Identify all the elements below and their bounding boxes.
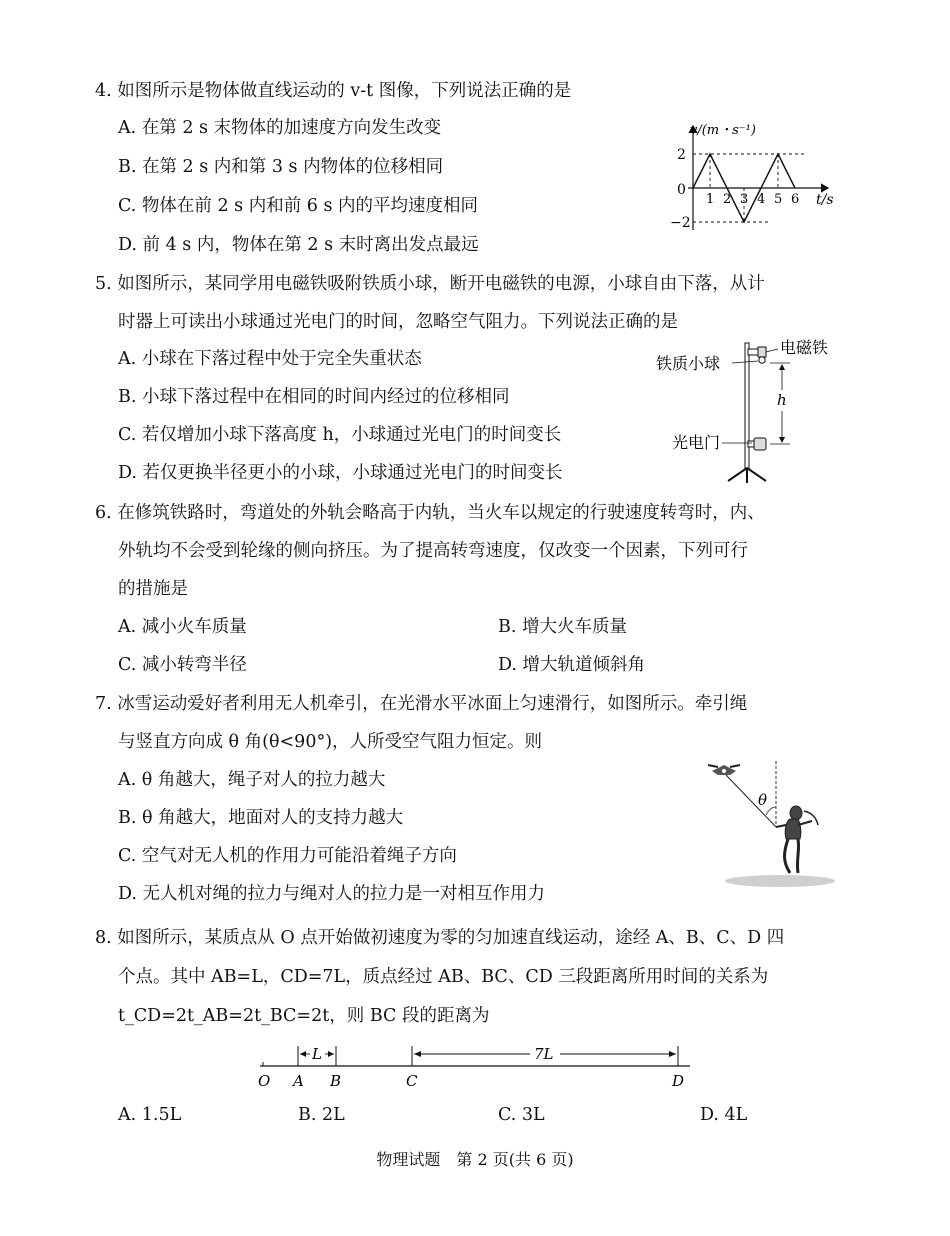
- cd-label: 7L: [534, 1045, 554, 1063]
- x-tick-6: 6: [791, 192, 800, 207]
- ice-surface: [725, 875, 835, 887]
- q5-option-a[interactable]: A. 小球在下落过程中处于完全失重状态: [118, 349, 422, 369]
- q6-option-b[interactable]: B. 增大火车质量: [498, 617, 627, 637]
- y-axis-label: v/(m・s⁻¹): [690, 123, 756, 138]
- ball-label: 铁质小球: [656, 354, 721, 373]
- x-axis-label: t/s: [816, 192, 834, 208]
- q6-option-d[interactable]: D. 增大轨道倾斜角: [498, 655, 646, 675]
- iron-ball: [759, 357, 765, 363]
- cd-arrowhead-left: [414, 1051, 421, 1057]
- q4-option-d[interactable]: D. 前 4 s 内，物体在第 2 s 末时离出发点最远: [118, 235, 479, 255]
- x-tick-1: 1: [706, 192, 715, 207]
- photogate: [754, 438, 766, 450]
- q7-option-c[interactable]: C. 空气对无人机的作用力可能沿着绳子方向: [118, 846, 457, 866]
- h-arrowhead-up: [779, 364, 785, 370]
- theta-label: θ: [758, 791, 768, 809]
- q4-stem: 4. 如图所示是物体做直线运动的 v-t 图像，下列说法正确的是: [95, 81, 572, 101]
- q8-option-b[interactable]: B. 2L: [298, 1105, 345, 1125]
- q7-stem-line-2: 与竖直方向成 θ 角(θ<90°)，人所受空气阻力恒定。则: [118, 732, 543, 752]
- q7-option-b[interactable]: B. θ 角越大，地面对人的支持力越大: [118, 808, 404, 828]
- q4-vt-graph: [660, 112, 840, 242]
- q6-option-c[interactable]: C. 减小转弯半径: [118, 655, 247, 675]
- q5-stem-line-1: 5. 如图所示，某同学用电磁铁吸附铁质小球，断开电磁铁的电源，小球自由下落，从计: [95, 274, 765, 294]
- q6-stem-line-3: 的措施是: [118, 579, 188, 599]
- tow-rope: [726, 775, 776, 827]
- q5-photogate-apparatus: [650, 335, 865, 485]
- q6-stem-line-2: 外轨均不会受到轮缘的侧向挤压。为了提高转弯速度，仅改变一个因素，下列可行: [118, 541, 748, 561]
- theta-arc: [766, 807, 776, 815]
- y-tick-m2: −2: [670, 215, 691, 231]
- drone: [708, 765, 740, 775]
- x-tick-2: 2: [723, 192, 732, 207]
- q5-option-c[interactable]: C. 若仅增加小球下落高度 h，小球通过光电门的时间变长: [118, 425, 562, 445]
- q4-option-b[interactable]: B. 在第 2 s 内和第 3 s 内物体的位移相同: [118, 157, 444, 177]
- q7-option-d[interactable]: D. 无人机对绳的拉力与绳对人的拉力是一对相互作用力: [118, 884, 546, 904]
- q8-stem-line-2: 个点。其中 AB=L，CD=7L，质点经过 AB、BC、CD 三段距离所用时间的关系为: [118, 967, 769, 987]
- point-c: C: [406, 1072, 418, 1090]
- point-o: O: [258, 1072, 271, 1090]
- q6-option-a[interactable]: A. 减小火车质量: [118, 617, 247, 637]
- y-tick-0: 0: [677, 182, 686, 198]
- point-a: A: [293, 1072, 304, 1090]
- page-footer: 物理试题 第 2 页(共 6 页): [376, 1150, 574, 1169]
- q5-option-d[interactable]: D. 若仅更换半径更小的小球，小球通过光电门的时间变长: [118, 463, 563, 483]
- q7-option-a[interactable]: A. θ 角越大，绳子对人的拉力越大: [118, 770, 386, 790]
- electromagnet: [758, 347, 766, 357]
- q4-option-a[interactable]: A. 在第 2 s 末物体的加速度方向发生改变: [118, 118, 442, 138]
- point-b: B: [330, 1072, 342, 1090]
- x-tick-3: 3: [740, 192, 749, 207]
- cd-arrowhead-right: [669, 1051, 676, 1057]
- q7-drone-skier: [700, 755, 840, 895]
- magnet-leader: [766, 349, 778, 352]
- point-d: D: [672, 1072, 685, 1090]
- h-label: h: [777, 391, 787, 409]
- x-tick-5: 5: [774, 192, 783, 207]
- q4-option-c[interactable]: C. 物体在前 2 s 内和前 6 s 内的平均速度相同: [118, 196, 478, 216]
- q8-option-d[interactable]: D. 4L: [700, 1105, 748, 1125]
- q5-stem-line-2: 时器上可读出小球通过光电门的时间，忽略空气阻力。下列说法正确的是: [118, 312, 678, 332]
- q6-stem-line-1: 6. 在修筑铁路时，弯道处的外轨会略高于内轨，当火车以规定的行驶速度转弯时，内、: [95, 503, 765, 523]
- skier: [776, 806, 818, 873]
- ab-arrowhead-left: [300, 1051, 306, 1057]
- gate-label: 光电门: [672, 433, 721, 452]
- ab-label: L: [312, 1045, 322, 1063]
- y-tick-2: 2: [677, 147, 686, 163]
- ab-arrowhead-right: [328, 1051, 334, 1057]
- q8-line-diagram: [250, 1040, 700, 1092]
- q8-stem-line-1: 8. 如图所示，某质点从 O 点开始做初速度为零的匀加速直线运动，途经 A、B、C、D 四: [95, 928, 785, 948]
- x-tick-4: 4: [757, 192, 766, 207]
- q5-option-b[interactable]: B. 小球下落过程中在相同的时间内经过的位移相同: [118, 387, 510, 407]
- q8-stem-line-3: t_CD=2t_AB=2t_BC=2t，则 BC 段的距离为: [118, 1006, 490, 1026]
- q8-option-a[interactable]: A. 1.5L: [118, 1105, 182, 1125]
- magnet-label: 电磁铁: [780, 338, 829, 357]
- h-arrowhead-down: [779, 437, 785, 443]
- q8-option-c[interactable]: C. 3L: [498, 1105, 545, 1125]
- q7-stem-line-1: 7. 冰雪运动爱好者利用无人机牵引，在光滑水平冰面上匀速滑行，如图所示。牵引绳: [95, 694, 748, 714]
- stand-base: [728, 468, 766, 483]
